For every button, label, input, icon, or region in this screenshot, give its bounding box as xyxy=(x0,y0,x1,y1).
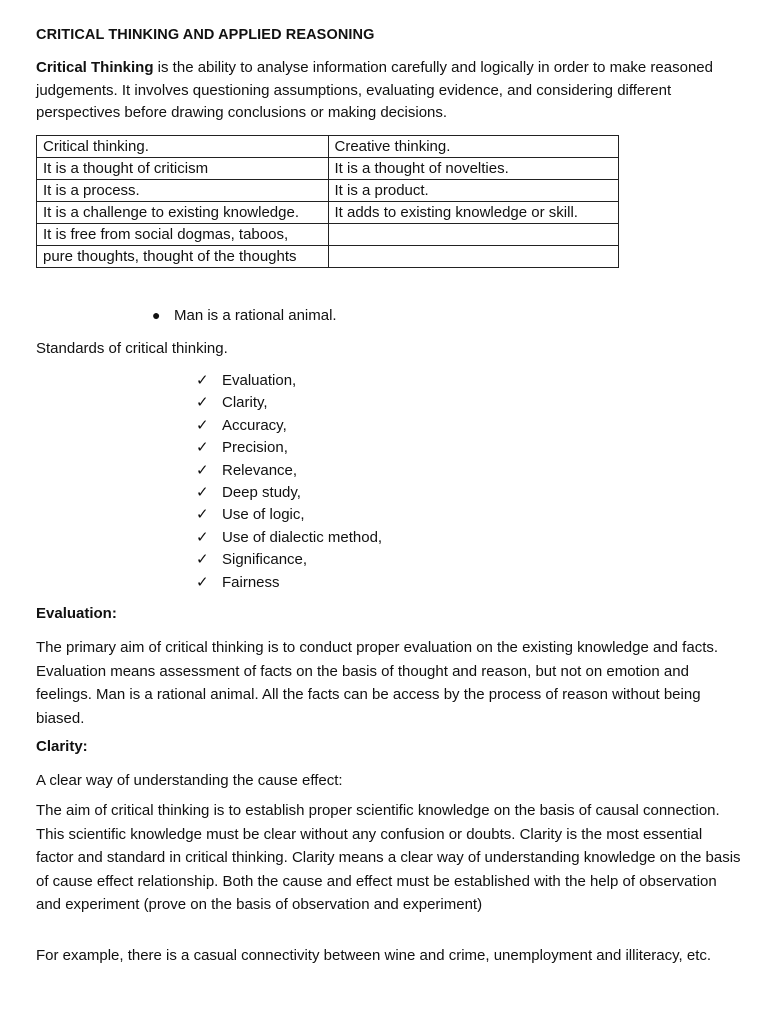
list-item-label: Deep study, xyxy=(222,483,301,501)
list-item xyxy=(196,573,382,595)
clarity-paragraph: The aim of critical thinking is to establish proper scientific knowledge on the basis of causal connection. This scientific knowledge must be clear without any confusion or doubts. Clarity is the most essential factor and standard in critical thinking. Clarity means a clear way of understanding knowledge on the basis of cause effect relationship. Both the cause and effect must be established with the help of observation and experiment (prove on the basis of observation and experiment) xyxy=(36,802,741,913)
table-row xyxy=(37,158,619,180)
document-title: CRITICAL THINKING AND APPLIED REASONING xyxy=(36,27,375,43)
list-item xyxy=(196,528,382,550)
intro-bold-term: Critical Thinking xyxy=(36,59,154,76)
standards-heading: Standards of critical thinking. xyxy=(36,340,228,357)
table-cell: It is a thought of criticism xyxy=(37,158,329,180)
checkmark-icon: ✓ xyxy=(196,439,209,457)
list-item-label: Fairness xyxy=(222,573,280,591)
bullet-text: Man is a rational animal. xyxy=(174,307,337,324)
list-item-label: Evaluation, xyxy=(222,372,297,389)
checkmark-icon: ✓ xyxy=(196,551,209,569)
table-row xyxy=(37,246,619,268)
list-item xyxy=(196,461,382,483)
clarity-example: For example, there is a casual connectivity between wine and crime, unemployment and illiteracy, etc. xyxy=(36,947,712,964)
list-item xyxy=(196,550,382,572)
list-item xyxy=(196,438,382,460)
evaluation-paragraph: The primary aim of critical thinking is to conduct proper evaluation on the existing knowledge and facts. Evaluation means assessment of facts on the basis of thought and reason, but not on emotion and feelings. Man is a rational animal. All the facts can be access by the process of reason without being biased. xyxy=(36,639,719,727)
list-item-label: Use of logic, xyxy=(222,506,305,524)
list-item-label: Accuracy, xyxy=(222,416,287,434)
bullet-item xyxy=(152,307,337,324)
table-cell: It is a thought of novelties. xyxy=(328,158,619,180)
table-row xyxy=(37,180,619,202)
list-item-label: Precision, xyxy=(222,439,288,457)
checkmark-icon: ✓ xyxy=(196,461,209,479)
list-item-label: Significance, xyxy=(222,551,308,569)
table-cell: It is a product. xyxy=(328,180,619,202)
table-row xyxy=(37,136,619,158)
clarity-subheading: A clear way of understanding the cause effect: xyxy=(36,772,343,789)
checkmark-icon: ✓ xyxy=(196,528,209,546)
clarity-heading: Clarity: xyxy=(36,738,88,755)
table-row xyxy=(37,224,619,246)
standards-list xyxy=(196,371,382,595)
checkmark-icon: ✓ xyxy=(196,416,209,434)
table-cell: pure thoughts, thought of the thoughts xyxy=(37,246,329,268)
intro-text: is the ability to analyse information carefully and logically in order to make reasoned judgements. It involves questioning assumptions, evaluating evidence, and considering different perspectives before drawing conclusions or making decisions. xyxy=(36,59,713,121)
list-item-label: Relevance, xyxy=(222,461,298,479)
list-item xyxy=(196,371,382,393)
intro-paragraph xyxy=(36,57,748,125)
table-cell: Critical thinking. xyxy=(37,136,329,158)
list-item-label: Clarity, xyxy=(222,394,268,412)
list-item xyxy=(196,483,382,505)
table-cell xyxy=(328,246,619,268)
table-cell xyxy=(328,224,619,246)
comparison-table xyxy=(36,135,619,268)
list-item xyxy=(196,416,382,438)
list-item xyxy=(196,393,382,415)
table-cell: It is a challenge to existing knowledge. xyxy=(37,202,329,224)
table-cell: It is a process. xyxy=(37,180,329,202)
checkmark-icon: ✓ xyxy=(196,573,209,591)
checkmark-icon: ✓ xyxy=(196,372,209,389)
table-cell: It is free from social dogmas, taboos, xyxy=(37,224,329,246)
table-cell: Creative thinking. xyxy=(328,136,619,158)
checkmark-icon: ✓ xyxy=(196,394,209,412)
table-cell: It adds to existing knowledge or skill. xyxy=(328,202,619,224)
bullet-dot-icon: ● xyxy=(152,307,161,323)
checkmark-icon: ✓ xyxy=(196,506,209,524)
checkmark-icon: ✓ xyxy=(196,483,209,501)
list-item xyxy=(196,505,382,527)
list-item-label: Use of dialectic method, xyxy=(222,528,383,546)
evaluation-heading: Evaluation: xyxy=(36,605,117,622)
table-row xyxy=(37,202,619,224)
